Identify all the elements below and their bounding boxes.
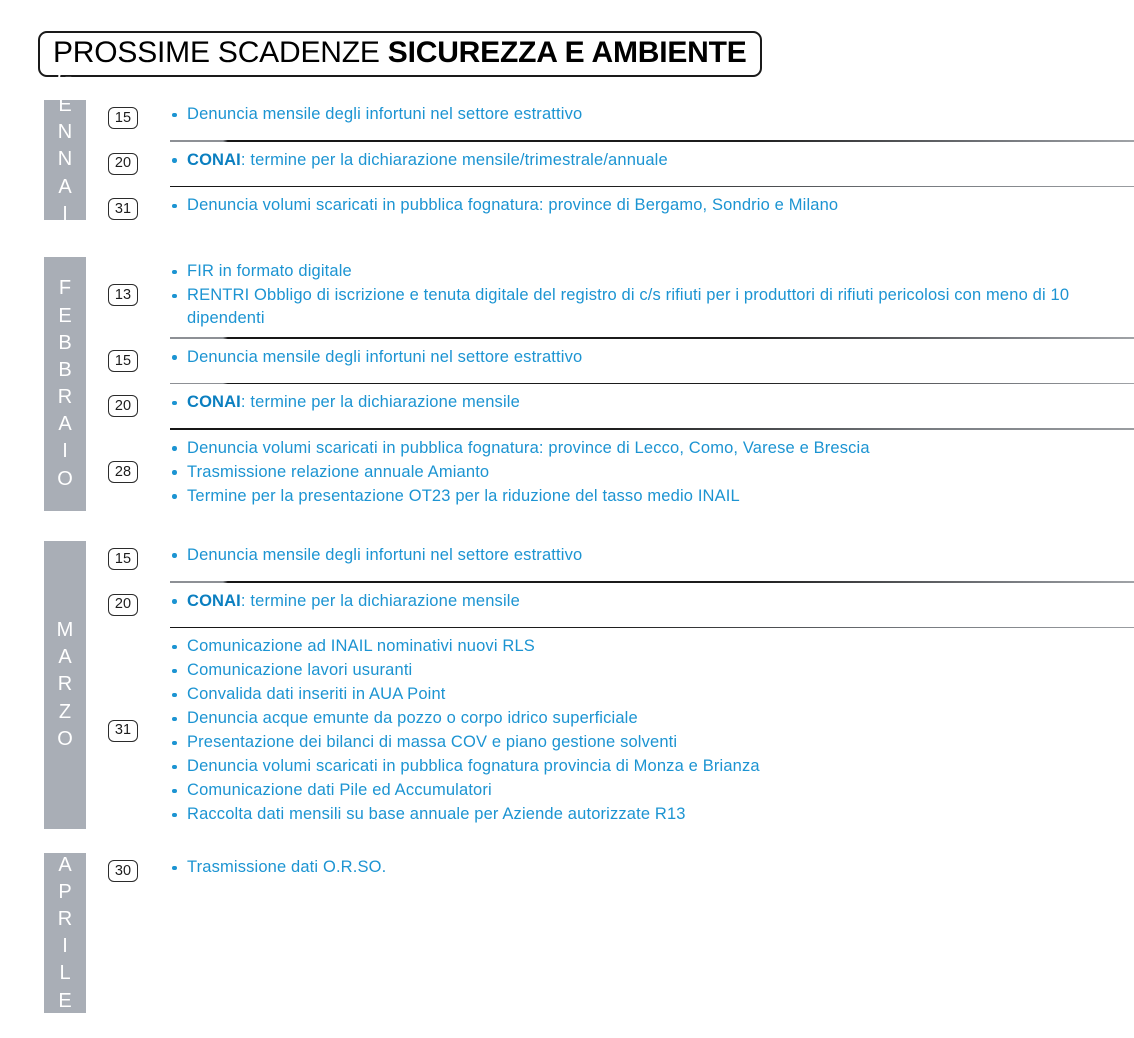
deadline-item-text: RENTRI Obbligo di iscrizione e tenuta digitale del registro di c/s rifiuti per i produttori di rifiuti pericolosi con meno di 10 dipendenti — [187, 286, 1070, 328]
deadline-item-text: Termine per la presentazione OT23 per la riduzione del tasso medio INAIL — [187, 486, 740, 505]
deadline-item-text: Convalida dati inseriti in AUA Point — [187, 685, 446, 704]
deadline-item-text: : termine per la dichiarazione mensile — [240, 393, 520, 412]
month-letter: R — [57, 673, 73, 696]
deadline-item-text: Trasmissione relazione annuale Amianto — [187, 462, 490, 481]
month-letter: N — [57, 148, 73, 171]
row-separator — [170, 581, 1134, 583]
deadline-row — [108, 191, 1134, 227]
separator-line — [170, 383, 1134, 385]
deadline-item-text: Comunicazione ad INAIL nominativi nuovi RLS — [187, 637, 535, 656]
day-cell — [108, 284, 170, 306]
deadline-item — [170, 194, 1134, 217]
deadline-item-emphasis: CONAI — [187, 393, 241, 412]
deadline-item — [170, 346, 1134, 369]
deadline-item — [170, 461, 1134, 484]
month-letter: A — [58, 646, 72, 669]
deadline-item — [170, 803, 1134, 826]
date-badge: 20 — [108, 395, 138, 417]
deadline-item-text: : termine per la dichiarazione mensile/trimestrale/annuale — [240, 150, 668, 169]
row-separator — [170, 337, 1134, 339]
separator-line — [170, 140, 1134, 142]
month-label-febbraio — [44, 257, 86, 511]
deadline-item-text: Presentazione dei bilanci di massa COV e piano gestione solventi — [187, 733, 678, 752]
deadline-item-text: Denuncia volumi scaricati in pubblica fognatura: province di Bergamo, Sondrio e Milano — [187, 196, 839, 215]
separator-line — [170, 337, 1134, 339]
date-badge: 15 — [108, 548, 138, 570]
deadline-item — [170, 731, 1134, 754]
month-letter: O — [57, 467, 73, 490]
deadline-items — [170, 434, 1134, 511]
deadline-row — [108, 541, 1134, 577]
day-cell — [108, 153, 170, 175]
separator-line — [170, 627, 1134, 629]
row-separator — [170, 428, 1134, 430]
separator-line — [170, 581, 1134, 583]
month-label-marzo — [44, 541, 86, 829]
row-separator — [170, 186, 1134, 188]
month-gap — [0, 829, 1134, 853]
month-label-gennaio — [44, 66, 86, 252]
month-letter: B — [58, 358, 72, 381]
row-separator — [170, 383, 1134, 385]
deadline-item — [170, 590, 1134, 613]
deadline-item — [170, 779, 1134, 802]
deadline-item — [170, 755, 1134, 778]
deadline-items — [170, 191, 1134, 220]
deadline-row — [108, 257, 1134, 333]
month-block-febbraio — [0, 257, 1134, 511]
deadline-item-text: FIR in formato digitale — [187, 262, 352, 281]
deadline-item-text: Comunicazione lavori usuranti — [187, 661, 413, 680]
month-letter: Z — [58, 700, 72, 723]
deadline-items — [170, 632, 1134, 829]
month-letter: L — [59, 962, 71, 985]
month-letter: A — [58, 175, 72, 198]
deadline-item — [170, 103, 1134, 126]
deadline-item — [170, 707, 1134, 730]
deadline-item-text: Denuncia volumi scaricati in pubblica fognatura: province di Lecco, Como, Varese e Brescia — [187, 438, 870, 457]
deadline-item — [170, 149, 1134, 172]
row-separator — [170, 140, 1134, 142]
deadline-items — [170, 257, 1134, 333]
deadline-row — [108, 388, 1134, 424]
deadline-items — [170, 541, 1134, 570]
page-title — [38, 31, 762, 77]
month-gap — [0, 227, 1134, 257]
deadline-item — [170, 437, 1134, 460]
deadline-item-emphasis: CONAI — [187, 150, 241, 169]
date-badge: 20 — [108, 153, 138, 175]
month-letter: O — [57, 727, 73, 750]
deadline-items — [170, 587, 1134, 616]
deadline-row — [108, 434, 1134, 511]
deadline-items — [170, 343, 1134, 372]
date-badge: 30 — [108, 860, 138, 882]
day-cell — [108, 350, 170, 372]
month-letter: E — [58, 304, 72, 327]
day-cell — [108, 548, 170, 570]
month-block-gennaio — [0, 66, 1134, 252]
day-cell — [108, 720, 170, 742]
month-letter: R — [57, 386, 73, 409]
deadline-item — [170, 635, 1134, 658]
month-rows — [108, 853, 1134, 889]
deadline-item-text: Denuncia mensile degli infortuni nel settore estrattivo — [187, 347, 583, 366]
date-badge: 15 — [108, 107, 138, 129]
month-letter: P — [58, 880, 72, 903]
deadline-item-text: Trasmissione dati O.R.SO. — [187, 858, 387, 877]
deadline-item — [170, 391, 1134, 414]
month-label-aprile — [44, 853, 86, 1013]
deadline-item — [170, 260, 1134, 283]
deadline-item-text: : termine per la dichiarazione mensile — [240, 591, 520, 610]
month-letter: I — [62, 935, 68, 958]
month-letter: I — [62, 440, 68, 463]
deadline-item-text: Raccolta dati mensili su base annuale per Aziende autorizzate R13 — [187, 805, 686, 824]
month-letter: A — [58, 853, 72, 876]
deadline-item — [170, 284, 1134, 330]
title-light-text: PROSSIME SCADENZE — [53, 36, 388, 69]
deadline-item-text: Denuncia mensile degli infortuni nel settore estrattivo — [187, 105, 583, 123]
separator-line — [170, 186, 1134, 188]
month-rows — [108, 257, 1134, 511]
deadline-item — [170, 544, 1134, 567]
month-letter: A — [58, 413, 72, 436]
month-block-aprile — [0, 853, 1134, 1012]
deadline-row — [108, 146, 1134, 182]
deadline-row — [108, 587, 1134, 623]
deadline-items — [170, 146, 1134, 175]
day-cell — [108, 594, 170, 616]
title-box — [38, 31, 762, 77]
month-rows — [108, 100, 1134, 227]
deadline-item — [170, 659, 1134, 682]
deadline-item — [170, 683, 1134, 706]
separator-line — [170, 428, 1134, 430]
deadline-item-text: Denuncia mensile degli infortuni nel settore estrattivo — [187, 545, 583, 564]
day-cell — [108, 461, 170, 483]
month-letter: F — [58, 277, 72, 300]
deadline-row — [108, 343, 1134, 379]
month-letter: M — [56, 619, 74, 642]
deadline-item — [170, 485, 1134, 508]
month-letter: E — [58, 989, 72, 1012]
date-badge: 20 — [108, 594, 138, 616]
deadlines-calendar — [0, 66, 1134, 1012]
deadline-item-emphasis: CONAI — [187, 591, 241, 610]
month-rows — [108, 541, 1134, 829]
month-gap — [0, 511, 1134, 541]
deadline-row — [108, 632, 1134, 829]
month-letter: B — [58, 331, 72, 354]
day-cell — [108, 198, 170, 220]
deadline-row — [108, 853, 1134, 889]
deadline-item-text: Comunicazione dati Pile ed Accumulatori — [187, 781, 492, 800]
day-cell — [108, 395, 170, 417]
month-letter: N — [57, 121, 73, 144]
month-letter: E — [58, 94, 72, 117]
date-badge: 13 — [108, 284, 138, 306]
month-letter: O — [57, 229, 73, 252]
month-block-marzo — [0, 541, 1134, 829]
month-letter: I — [62, 202, 68, 225]
deadline-items — [170, 100, 1134, 129]
date-badge: 28 — [108, 461, 138, 483]
deadline-item-text: Denuncia acque emunte da pozzo o corpo idrico superficiale — [187, 709, 638, 728]
deadline-item — [170, 856, 1134, 879]
date-badge: 15 — [108, 350, 138, 372]
month-letter: G — [57, 66, 73, 89]
date-badge: 31 — [108, 198, 138, 220]
day-cell — [108, 107, 170, 129]
row-separator — [170, 627, 1134, 629]
deadline-items — [170, 853, 1134, 882]
month-letter: R — [57, 907, 73, 930]
day-cell — [108, 860, 170, 882]
deadline-item-text: Denuncia volumi scaricati in pubblica fognatura provincia di Monza e Brianza — [187, 757, 760, 776]
deadline-row — [108, 100, 1134, 136]
deadline-items — [170, 388, 1134, 417]
title-bold-text: SICUREZZA E AMBIENTE — [387, 36, 747, 69]
date-badge: 31 — [108, 720, 138, 742]
